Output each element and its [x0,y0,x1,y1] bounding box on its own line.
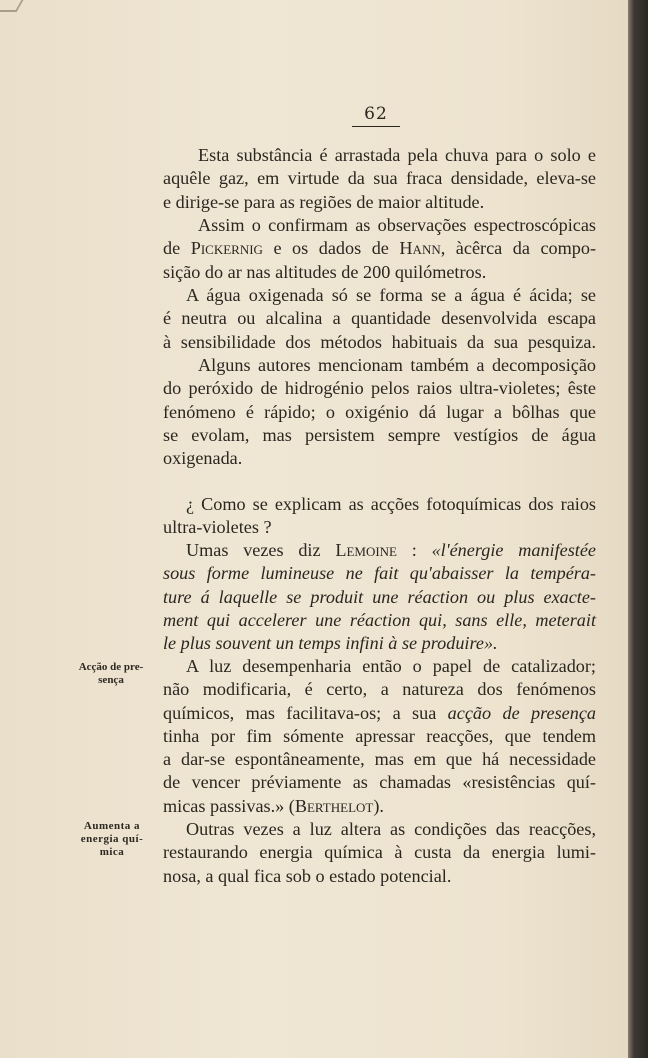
paragraph-4-line-4: se evolam, mas persistem sempre vestígios de água [163,424,596,445]
paragraph-8 [163,818,596,888]
paragraph-1-line-2: aquêle gaz, em virtude da sua fraca densidade, eleva-se [163,168,596,189]
margin-note-2-line-2: energia quí- [80,833,144,845]
page-number-rule [352,126,400,127]
paragraph-6 [163,539,596,655]
hann-name: Hann [399,238,441,259]
paragraph-3-line-2: é neutra ou alcalina a quantidade desenvolvida escapa [163,308,596,329]
paragraph-7-line-5: a dar-se espontâneamente, mas em que há necessidade [163,749,596,770]
paragraph-6-line-4: ment qui accelerer une réaction qui, sans elle, meterait [163,609,596,630]
paragraph-4 [163,354,596,470]
scan-edge-shadow [628,0,648,1058]
paragraph-2 [163,214,596,284]
margin-note-1-line-2: sença [98,674,124,686]
paragraph-6-line-2: sous forme lumineuse ne fait qu'abaisser la tempéra- [163,563,596,584]
paragraph-7-line-3: químicos, mas facilitava-os; a sua acção de presença [163,702,596,723]
margin-note-2 [71,820,153,859]
paragraph-6-line-5: le plus souvent un temps infini à se produire». [163,633,498,654]
lemoine-name: Lemoine [335,540,397,560]
paragraph-5-line-1: ¿ Como se explicam as acções fotoquímicas dos raios [186,494,596,514]
paragraph-1-line-1: Esta substância é arrastada pela chuva para o solo e [198,145,596,165]
paragraph-7-line-7: micas passivas.» (Berthelot). [163,795,384,816]
pickernig-name: Pickernig [190,238,263,259]
paragraph-2-line-2: de Pickernig e os dados de Hann, àcêrca da compo- [163,238,597,259]
paragraph-7 [163,655,596,818]
paragraph-5 [163,493,596,540]
paragraph-4-line-5: oxigenada. [163,448,243,469]
paragraph-8-line-2: restaurando energia química à custa da energia lumi- [163,842,596,863]
paragraph-4-line-3: fenómeno é rápido; o oxigénio dá lugar a bôlhas que [163,401,596,422]
paragraph-7-line-4: tinha por fim sómente apressar reacções, que tendem [163,725,596,746]
paragraph-8-line-3: nosa, a qual fica sob o estado potencial. [163,865,452,886]
paragraph-3-line-1: A água oxigenada só se forma se a água é ácida; se [186,285,596,305]
page-corner-mark [0,0,23,12]
margin-note-1 [70,661,152,687]
paragraph-1 [163,144,596,214]
paragraph-6-line-3: ture á laquelle se produit une réaction ou plus exacte- [163,586,596,607]
paragraph-6-line-1: Umas vezes diz Lemoine : «l'énergie manifestée [186,540,596,560]
paragraph-3-line-3: à sensibilidade dos métodos habituais da sua pesquiza. [163,331,596,352]
margin-note-1-line-1: Acção de pre- [78,661,144,673]
berthelot-name: Berthelot [294,795,374,816]
paragraph-5-line-2: ultra-violetes ? [163,517,272,538]
paragraph-7-line-1: A luz desempenharia então o papel de catalizador; [186,656,596,676]
paragraph-7-line-2: não modificaria, é certo, a natureza dos fenómenos [163,679,596,700]
paragraph-2-line-3: sição do ar nas altitudes de 200 quilómetros. [163,261,487,282]
paragraph-4-line-2: do peróxido de hidrogénio pelos raios ultra-violetes; êste [163,378,596,399]
paragraph-8-line-1: Outras vezes a luz altera as condições das reacções, [186,819,596,839]
paragraph-2-line-1: Assim o confirmam as observações espectroscópicas [198,215,596,235]
paragraph-4-line-1: Alguns autores mencionam também a decomposição [198,355,596,375]
margin-note-2-line-3: mica [99,846,125,858]
paragraph-1-line-3: e dirige-se para as regiões de maior altitude. [163,191,485,212]
paragraph-7-line-6: de vencer préviamente as chamadas «resistências quí- [163,772,596,793]
page-number: 62 [364,104,388,124]
paragraph-3 [163,284,596,354]
margin-note-2-line-1: Aumenta a [83,820,141,832]
